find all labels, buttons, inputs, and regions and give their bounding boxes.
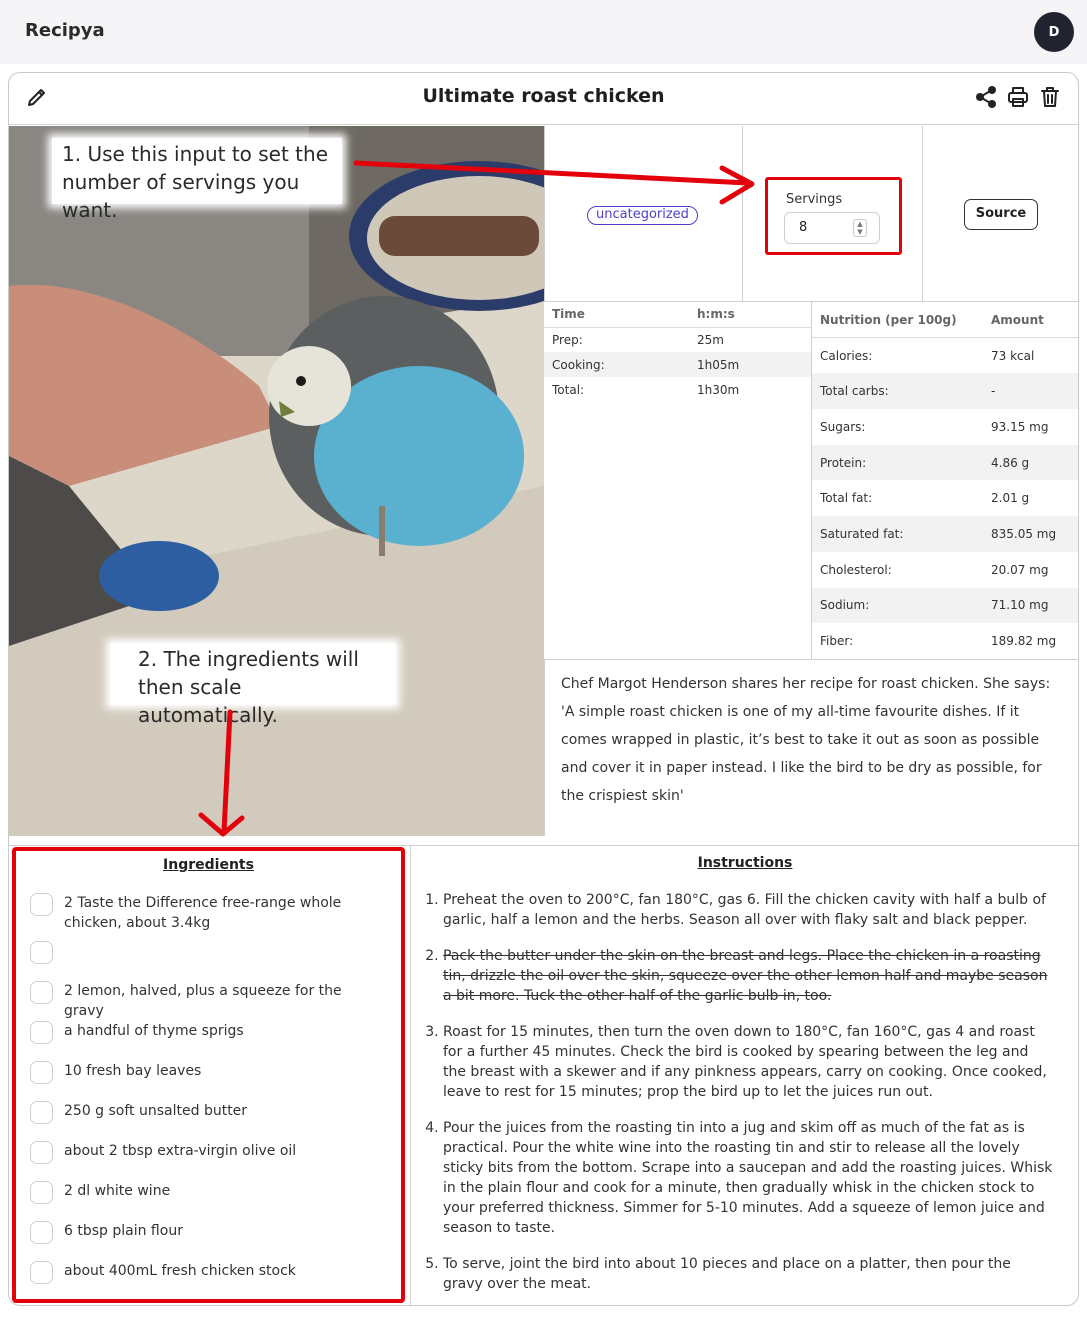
nutrient-value: 73 kcal [991,348,1035,363]
ingredient-text: 10 fresh bay leaves [64,1063,202,1079]
ingredient-text: 6 tbsp plain flour [64,1223,183,1239]
table-row [544,352,811,377]
time-label: Cooking: [544,352,689,377]
time-value: 1h05m [689,352,811,377]
instructions-heading: Instructions [697,855,793,871]
photo-illustration [9,126,544,836]
time-label: Total: [552,382,585,397]
list-item [30,893,385,941]
delete-button[interactable] [1036,83,1064,111]
nutrition-header: Nutrition (per 100g) [812,302,983,338]
source-cell [922,126,1079,302]
list-item [30,1261,385,1301]
nutrient-label: Calories: [820,348,873,363]
nutrition-table [812,302,1079,659]
ingredient-checkbox[interactable] [30,893,53,916]
ingredient-text: 2 Taste the Difference free-range whole chicken, about 3.4kg [64,895,342,931]
ingredient-checkbox[interactable] [30,1221,53,1244]
user-avatar[interactable]: D [1034,12,1074,52]
table-row [812,552,1079,588]
instructions-list [443,890,1053,1306]
list-item [30,1141,385,1181]
list-item [30,1021,385,1061]
table-row [812,516,1079,552]
ingredient-text: about 400mL fresh chicken stock [64,1263,296,1279]
nutrient-label: Saturated fat: [812,516,983,552]
table-row [812,588,1079,624]
nutrient-label: Sodium: [812,588,983,624]
list-item [30,941,385,981]
instruction-step[interactable]: 5. To serve, joint the bird into about 10 pieces and place on a platter, then pour the gravy over the meat. [443,1254,1053,1294]
nutrition-panel [811,302,1079,659]
instruction-step[interactable]: 1. Preheat the oven to 200°C, fan 180°C, gas 6. Fill the chicken cavity with half a bulb of garlic, half a lemon and the herbs. Season all over with flaky salt and black pepper. [443,890,1053,930]
list-item [30,1061,385,1101]
category-cell [544,126,742,302]
ingredient-checkbox[interactable] [30,1141,53,1164]
annotation-servings: 1. Use this input to set the number of servings you want. [52,138,342,204]
nutrient-label: Sugars: [820,419,866,434]
ingredient-text: 2 dl white wine [64,1183,171,1199]
table-row [812,623,1079,659]
recipe-header [9,73,1078,125]
nutrient-value: 2.01 g [991,491,1030,506]
time-label: Prep: [552,332,583,347]
nutrient-label: Total carbs: [812,373,983,409]
nutrient-label: Total fat: [820,491,873,506]
source-button[interactable]: Source [964,199,1038,230]
list-item [30,1221,385,1261]
ingredients-heading: Ingredients [163,857,254,873]
nutrient-value: 20.07 mg [991,562,1049,577]
servings-spinner[interactable]: ▲ ▼ [853,219,867,237]
servings-cell [742,126,922,302]
nutrient-value: 93.15 mg [991,419,1049,434]
ingredient-text: 2 lemon, halved, plus a squeeze for the gravy [64,983,342,1019]
share-button[interactable] [972,83,1000,111]
annotation-scaling: 2. The ingredients will then scale automatically. [110,643,396,705]
nutrient-label: Protein: [812,445,983,481]
instructions-panel [410,846,1079,1306]
nutrient-value: 835.05 mg [983,516,1079,552]
ingredient-checkbox[interactable] [30,1261,53,1284]
nutrient-value: 4.86 g [983,445,1079,481]
instruction-step[interactable]: 3. Roast for 15 minutes, then turn the oven down to 180°C, fan 160°C, gas 4 and roast for a further 45 minutes. Check the bird is cooked by spearing between the leg and the breast with a skewer and if any pinkness appears, carry on cooking. Once cooked, leave to rest for 15 minutes; prop the bird up to let the juices run out. [443,1022,1053,1102]
ingredient-checkbox[interactable] [30,1181,53,1204]
servings-label: Servings [786,192,843,207]
list-item [30,1101,385,1141]
nutrient-label: Cholesterol: [820,562,892,577]
servings-value: 8 [799,220,808,235]
servings-input[interactable] [784,212,880,244]
table-row [812,445,1079,481]
amount-header: Amount [983,302,1079,338]
time-value: 1h30m [697,382,740,397]
list-item [30,981,385,1021]
nutrient-label: Fiber: [820,634,854,649]
ingredient-checkbox[interactable] [30,1061,53,1084]
ingredient-text: a handful of thyme sprigs [64,1023,244,1039]
recipe-title: Ultimate roast chicken [422,85,665,107]
ingredient-checkbox[interactable] [30,981,53,1004]
nutrient-value: - [983,373,1079,409]
ingredient-checkbox[interactable] [30,1021,53,1044]
servings-highlight [765,177,902,255]
time-header: Time [544,302,689,327]
table-row [544,377,811,402]
nutrient-value: 71.10 mg [983,588,1079,624]
ingredients-panel [12,847,405,1303]
ingredient-checkbox[interactable] [30,1101,53,1124]
print-icon [1006,85,1030,109]
time-table [544,302,811,402]
recipe-description: Chef Margot Henderson shares her recipe for roast chicken. She says: 'A simple roast chicken is one of my all-time favourite dishes. If it comes wrapped in plastic, it’s best to take it out as soon as possible and cover it in paper instead. I like the bird to be dry as possible, for the crispiest skin' [544,659,1079,836]
app-brand[interactable]: Recipya [25,20,105,41]
ingredients-list [30,893,385,1301]
table-row [812,409,1079,445]
hms-header: h:m:s [689,302,811,327]
instruction-step[interactable]: 4. Pour the juices from the roasting tin into a jug and skim off as much of the fat as is practical. Pour the white wine into the roasting tin and stir to release all the lovely sticky bits from the bottom. Scrape into a saucepan and add the roasting juices. Whisk in the plain flour and cook for a minute, then gradually whisk in the chicken stock to your preferred thickness. Simmer for 5-10 minutes. Add a squeeze of lemon juice and season to taste. [443,1118,1053,1238]
table-row [544,327,811,352]
table-row [812,480,1079,516]
table-row [812,338,1079,374]
share-icon [974,85,998,109]
category-tag[interactable]: uncategorized [587,206,698,225]
instruction-step-completed[interactable]: 2. Pack the butter under the skin on the breast and legs. Place the chicken in a roasting tin, drizzle the oil over the skin, squeeze over the other lemon half and maybe season a bit more. Tuck the other half of the garlic bulb in, too. [443,946,1053,1006]
table-row [812,373,1079,409]
ingredient-checkbox[interactable] [30,941,53,964]
recipe-photo [9,126,544,836]
print-button[interactable] [1004,83,1032,111]
trash-icon [1038,85,1062,109]
ingredient-text: about 2 tbsp extra-virgin olive oil [64,1143,297,1159]
list-item [30,1181,385,1221]
nutrient-value: 189.82 mg [991,634,1057,649]
top-navbar [0,0,1087,64]
ingredient-text: 250 g soft unsalted butter [64,1103,248,1119]
time-value: 25m [697,332,724,347]
